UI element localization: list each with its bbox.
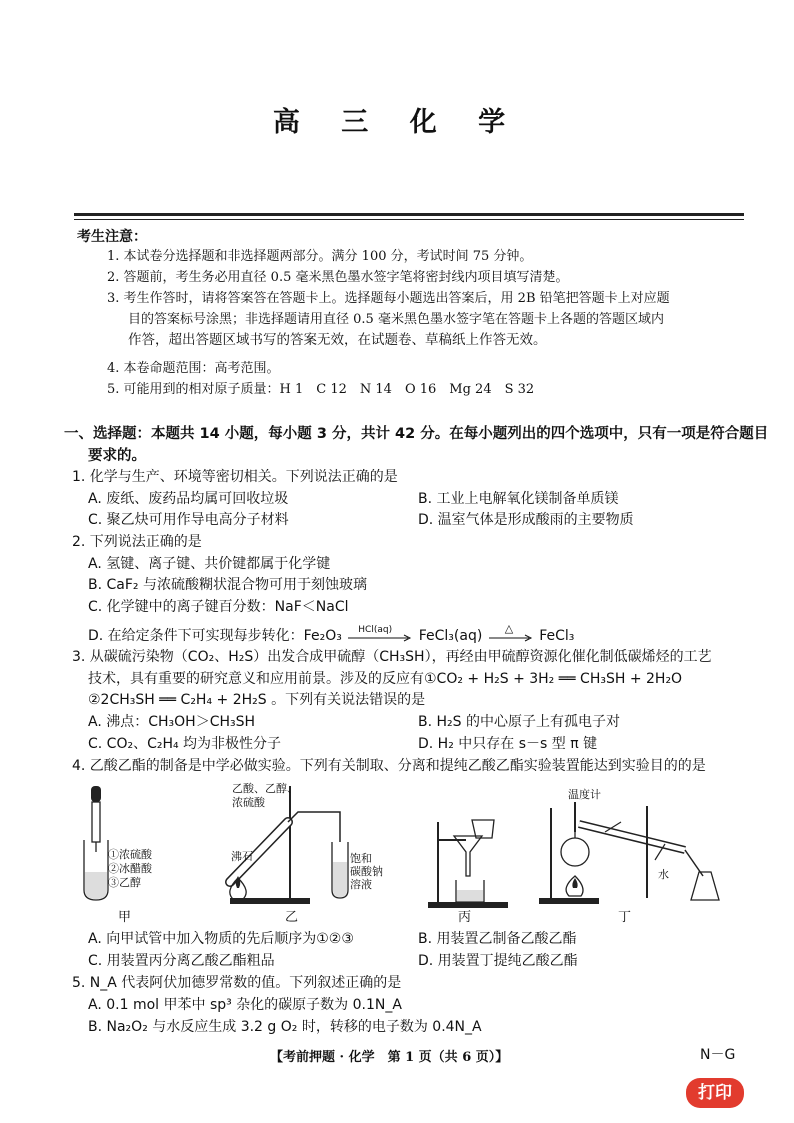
page-title: 高 三 化 学: [272, 107, 522, 138]
yi-reagent-line1: 乙酸、乙醇、: [232, 782, 298, 795]
yi-sat-line2: 碳酸钠: [350, 865, 383, 878]
notice-item-3-cont2: 作答，超出答题区域书写的答案无效，在试题卷、草稿纸上作答无效。: [128, 332, 547, 348]
q1-option-a: A. 废纸、废药品均属可回收垃圾: [88, 491, 289, 507]
q1-option-b: B. 工业上电解氧化镁制备单质镁: [418, 491, 619, 507]
q5-option-a: A. 0.1 mol 甲苯中 sp³ 杂化的碳原子数为 0.1N_A: [88, 997, 402, 1013]
figure-label-yi: 乙: [285, 910, 299, 925]
notice-item-5: 5. 可能用到的相对原子质量：H 1 C 12 N 14 O 16 Mg 24 S 32: [107, 382, 535, 397]
q4-option-b: B. 用装置乙制备乙酸乙酯: [418, 931, 577, 947]
figure-label-bing: 丙: [458, 910, 472, 925]
figure-label-jia: 甲: [118, 910, 132, 925]
page-footer: 【考前押题 · 化学 第 1 页（共 6 页）】: [270, 1050, 509, 1065]
q1-option-d: D. 温室气体是形成酸雨的主要物质: [418, 512, 634, 528]
q2-d-arrow2-label: △: [504, 622, 514, 635]
q3-option-a: A. 沸点：CH₃OH＞CH₃SH: [88, 714, 256, 730]
notice-item-3-cont: 目的答案标号涂黑；非选择题请用直径 0.5 毫米黑色墨水签字笔在答题卡上各题的答题区域内: [128, 312, 664, 327]
q2-stem: 2. 下列说法正确的是: [72, 534, 202, 550]
ding-thermometer-label: 温度计: [568, 788, 601, 801]
yi-saturated-solution: [350, 852, 383, 891]
apparatus-bing-figure: [420, 818, 510, 910]
notice-item-4: 4. 本卷命题范围：高考范围。: [107, 361, 280, 376]
ding-water-label: 水: [658, 868, 669, 881]
yi-boiling-stone: 沸石: [231, 850, 253, 863]
q3-option-c: C. CO₂、C₂H₄ 均为非极性分子: [88, 736, 282, 752]
q4-option-d: D. 用装置丁提纯乙酸乙酯: [418, 953, 578, 969]
notice-item-3: 3. 考生作答时，请将答案答在答题卡上。选择题每小题选出答案后，用 2B 铅笔把答题卡上对应题: [107, 291, 670, 306]
notice-item-1: 1. 本试卷分选择题和非选择题两部分。满分 100 分，考试时间 75 分钟。: [107, 249, 533, 264]
q3-option-b: B. H₂S 的中心原子上有孤电子对: [418, 714, 620, 730]
jia-reagent-3: ③乙醇: [108, 876, 141, 889]
q2-option-d: [88, 622, 575, 647]
q3-stem-line3: ②2CH₃SH ══ C₂H₄ + 2H₂S 。下列有关说法错误的是: [88, 692, 426, 708]
q2-d-prefix: D. 在给定条件下可实现每步转化：Fe₂O₃: [88, 628, 342, 644]
yi-sat-line3: 溶液: [350, 878, 372, 891]
yi-reagent-line2: 浓硫酸: [232, 796, 265, 809]
q1-stem: 1. 化学与生产、环境等密切相关。下列说法正确的是: [72, 469, 398, 485]
q2-option-c: C. 化学键中的离子键百分数：NaF＜NaCl: [88, 599, 349, 615]
notice-heading: 考生注意：: [77, 229, 147, 245]
q2-option-b: B. CaF₂ 与浓硫酸糊状混合物可用于刻蚀玻璃: [88, 577, 367, 593]
jia-reagent-2: ②冰醋酸: [108, 862, 152, 875]
q2-d-arrow1: [346, 625, 414, 643]
q2-d-mid: FeCl₃(aq): [418, 628, 483, 644]
q5-option-b: B. Na₂O₂ 与水反应生成 3.2 g O₂ 时，转移的电子数为 0.4N_A: [88, 1019, 482, 1035]
q2-d-end: FeCl₃: [539, 628, 575, 644]
header-rule-thin: [74, 219, 744, 220]
q2-option-a: A. 氢键、离子键、共价键都属于化学键: [88, 556, 331, 572]
q4-option-a: A. 向甲试管中加入物质的先后顺序为①②③: [88, 931, 354, 947]
q5-stem: 5. N_A 代表阿伏加德罗常数的值。下列叙述正确的是: [72, 975, 402, 991]
q4-stem: 4. 乙酸乙酯的制备是中学必做实验。下列有关制取、分离和提纯乙酸乙酯实验装置能达到实验目的的是: [72, 758, 706, 774]
q3-option-d: D. H₂ 中只存在 s－s 型 π 键: [418, 736, 598, 752]
yi-sat-line1: 饱和: [350, 852, 372, 865]
print-button[interactable]: 打印: [686, 1078, 744, 1108]
yi-reagents: [232, 782, 298, 810]
apparatus-ding-figure: [535, 788, 745, 908]
section-heading-cont: 要求的。: [88, 448, 146, 464]
notice-item-2: 2. 答题前，考生务必用直径 0.5 毫米黑色墨水签字笔将密封线内项目填写清楚。: [107, 270, 569, 285]
q4-option-c: C. 用装置丙分离乙酸乙酯粗品: [88, 953, 275, 969]
q3-stem-line1: 3. 从碳硫污染物（CO₂、H₂S）出发合成甲硫醇（CH₃SH），再经由甲硫醇资源化催化制低碳烯烃的工艺: [72, 649, 712, 665]
jia-reagents: [108, 848, 152, 890]
arrow-icon: [346, 631, 414, 645]
q3-stem-line2: 技术，具有重要的研究意义和应用前景。涉及的反应有①CO₂ + H₂S + 3H₂ ══ CH₃SH + 2H₂O: [88, 671, 683, 687]
apparatus-jia-figure: [74, 782, 154, 910]
q1-option-c: C. 聚乙炔可用作导电高分子材料: [88, 512, 289, 528]
q2-d-arrow2: [487, 622, 535, 643]
jia-reagent-1: ①浓硫酸: [108, 848, 152, 861]
q2-d-arrow1-label: HCl(aq): [358, 625, 393, 635]
header-rule-thick: [74, 213, 744, 216]
section-heading: 一、选择题：本题共 14 小题，每小题 3 分，共计 42 分。在每小题列出的四个选项中，只有一项是符合题目: [64, 426, 769, 442]
paper-code: N－G: [700, 1047, 736, 1063]
arrow-icon: [487, 631, 535, 645]
figure-label-ding: 丁: [618, 910, 632, 925]
